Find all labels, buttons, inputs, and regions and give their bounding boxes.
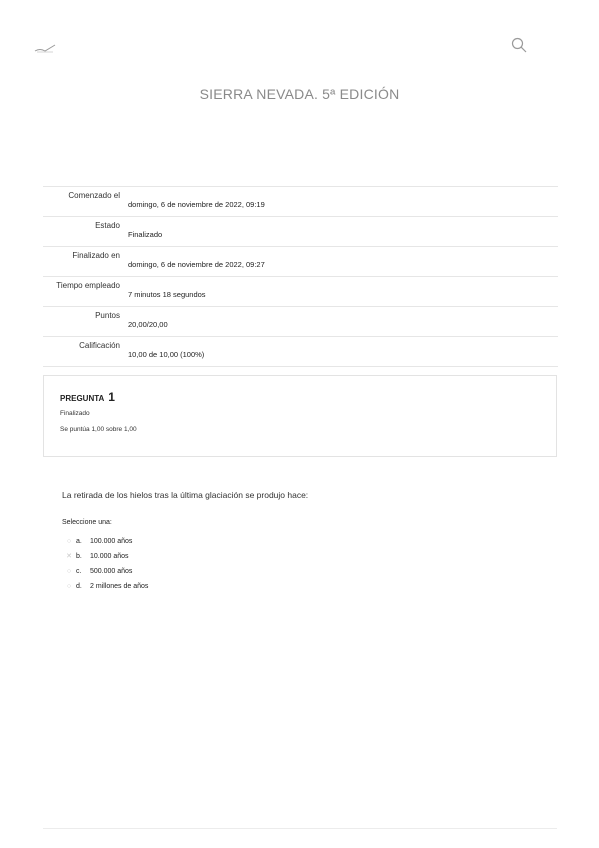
- summary-label: Comenzado el: [68, 191, 120, 200]
- search-icon[interactable]: [511, 37, 527, 53]
- summary-value: domingo, 6 de noviembre de 2022, 09:19: [128, 200, 265, 209]
- radio-icon[interactable]: ○: [66, 583, 72, 590]
- summary-value: Finalizado: [128, 230, 163, 239]
- answer-option[interactable]: [62, 579, 148, 594]
- footer-divider: [43, 828, 557, 829]
- selected-mark-icon[interactable]: ✕: [66, 553, 72, 560]
- answer-letter: b.: [76, 553, 82, 560]
- summary-value: 10,00 de 10,00 (100%): [128, 350, 205, 359]
- summary-label: Puntos: [95, 311, 120, 320]
- answer-list: [62, 534, 148, 594]
- radio-icon[interactable]: ○: [66, 538, 72, 545]
- site-title: SIERRA NEVADA. 5ª EDICIÓN: [199, 86, 400, 102]
- summary-row: [43, 337, 558, 367]
- question-grade: Se puntúa 1,00 sobre 1,00: [60, 426, 137, 433]
- question-text: La retirada de los hielos tras la última glaciación se produjo hace:: [62, 490, 309, 500]
- attempt-summary-table: [43, 186, 558, 367]
- answer-text: 10.000 años: [90, 553, 129, 560]
- answer-prompt: Seleccione una:: [62, 519, 112, 526]
- question-state: Finalizado: [60, 410, 90, 417]
- answer-option[interactable]: [62, 564, 148, 579]
- summary-row: [43, 247, 558, 277]
- answer-letter: a.: [76, 538, 82, 545]
- summary-label: Finalizado en: [72, 251, 120, 260]
- question-info-box: [43, 375, 557, 457]
- question-label: PREGUNTA: [60, 394, 104, 403]
- summary-label: Estado: [95, 221, 120, 230]
- summary-value: 7 minutos 18 segundos: [128, 290, 206, 299]
- answer-option[interactable]: [62, 549, 148, 564]
- bird-logo-icon[interactable]: [34, 44, 56, 54]
- summary-row: [43, 307, 558, 337]
- answer-letter: d.: [76, 583, 82, 590]
- summary-value: domingo, 6 de noviembre de 2022, 09:27: [128, 260, 265, 269]
- answer-option[interactable]: [62, 534, 148, 549]
- summary-row: [43, 217, 558, 247]
- answer-text: 2 millones de años: [90, 583, 149, 590]
- question-number: [60, 390, 556, 404]
- radio-icon[interactable]: ○: [66, 568, 72, 575]
- summary-row: [43, 277, 558, 307]
- summary-label: Calificación: [79, 341, 120, 350]
- answer-letter: c.: [76, 568, 82, 575]
- question-number-value: 1: [108, 390, 115, 404]
- summary-value: 20,00/20,00: [128, 320, 168, 329]
- answer-text: 100.000 años: [90, 538, 133, 545]
- summary-row: [43, 187, 558, 217]
- answer-text: 500.000 años: [90, 568, 133, 575]
- summary-label: Tiempo empleado: [56, 281, 120, 290]
